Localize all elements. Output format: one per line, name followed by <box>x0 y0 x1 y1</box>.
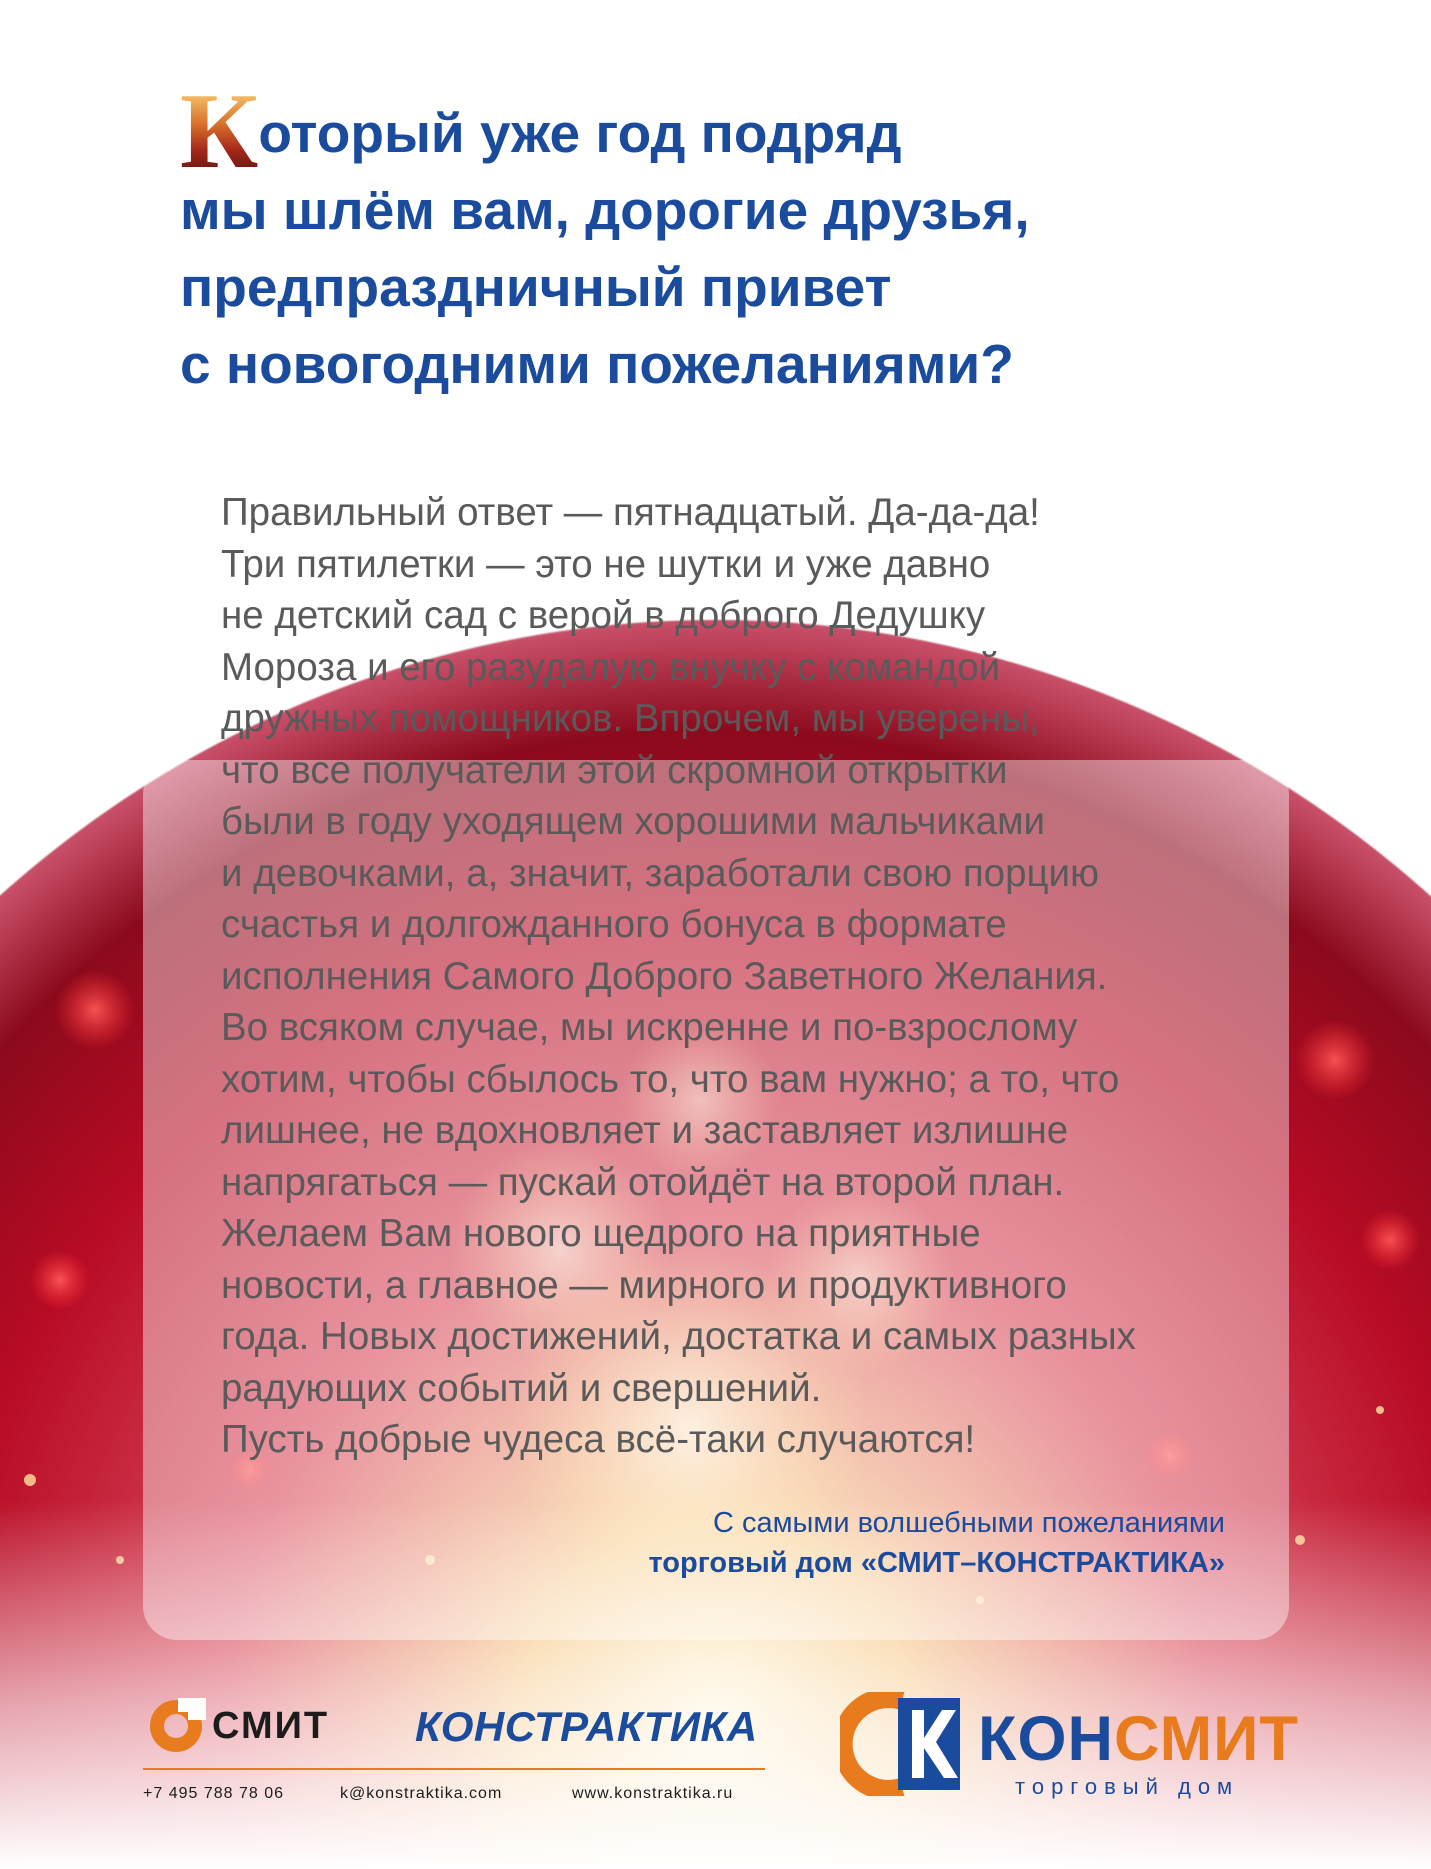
body-line: Мороза и его разудалую внучку с командой <box>221 645 1001 689</box>
signature-wish: С самыми волшебными пожеланиями <box>712 1507 1225 1539</box>
body-line: Во всяком случае, мы искренне и по-взрослому <box>221 1006 1078 1049</box>
body-line: Правильный ответ — пятнадцатый. Да-да-да! <box>221 491 1040 534</box>
body-line: хотим, чтобы сбылось то, что вам нужно; а то, что <box>221 1057 1120 1101</box>
body-line: исполнения Самого Доброго Заветного Желания. <box>221 954 1108 998</box>
smit-ring-icon <box>148 1698 206 1754</box>
body-line: Пусть добрые чудеса всё-таки случаются! <box>221 1418 976 1461</box>
body-line: что все получатели этой скромной открытки <box>221 748 1008 792</box>
body-line: напрягаться — пускай отойдёт на второй план. <box>221 1160 1065 1204</box>
konsmit-subtitle: торговый дом <box>1015 1774 1240 1799</box>
headline-line-1 <box>180 72 1330 191</box>
konsmit-logo-text <box>978 1703 1299 1775</box>
body-line: не детский сад с верой в доброго Дедушку <box>221 594 986 637</box>
phone-number: +7 495 788 78 06 <box>143 1785 285 1802</box>
greeting-body <box>221 487 1321 1466</box>
body-line: Три пятилетки — это не шутки и уже давно <box>221 542 991 586</box>
smit-logo-text: СМИТ <box>212 1704 330 1747</box>
body-line: Желаем Вам нового щедрого на приятные <box>221 1212 981 1255</box>
konsmit-emblem-icon <box>840 1692 970 1796</box>
headline-line-4: с новогодними пожеланиями? <box>180 333 1014 395</box>
body-line: года. Новых достижений, достатка и самых разных <box>221 1315 1136 1358</box>
body-line: лишнее, не вдохновляет и заставляет излишне <box>221 1109 1069 1152</box>
headline <box>180 72 1330 403</box>
body-line: и девочками, а, значит, заработали свою порцию <box>221 851 1099 895</box>
body-line: дружных помощников. Впрочем, мы уверены, <box>221 697 1040 740</box>
body-line: радующих событий и свершений. <box>221 1366 822 1410</box>
body-line: счастья и долгожданного бонуса в формате <box>221 903 1007 946</box>
headline-line-2: мы шлём вам, дорогие друзья, <box>180 179 1030 241</box>
smit-logo <box>148 1698 329 1754</box>
headline-line-1-rest: оторый уже год подряд <box>258 102 902 164</box>
konsmit-logo-part2: СМИТ <box>1113 1704 1299 1774</box>
konstraktika-logo: КОНСТРАКТИКА <box>415 1703 758 1750</box>
drop-cap: К <box>180 72 259 191</box>
body-line: были в году уходящем хорошими мальчиками <box>221 800 1046 843</box>
konsmit-logo-part1: КОН <box>978 1704 1114 1774</box>
website-link[interactable]: www.konstraktika.ru <box>572 1785 734 1802</box>
body-line: новости, а главное — мирного и продуктивного <box>221 1263 1067 1307</box>
signature-company: торговый дом «СМИТ–КОНСТРАКТИКА» <box>648 1547 1225 1579</box>
email-address[interactable]: k@konstraktika.com <box>340 1785 503 1802</box>
headline-line-3: предпраздничный привет <box>180 256 892 318</box>
footer-divider <box>143 1768 765 1770</box>
signature <box>648 1503 1225 1583</box>
